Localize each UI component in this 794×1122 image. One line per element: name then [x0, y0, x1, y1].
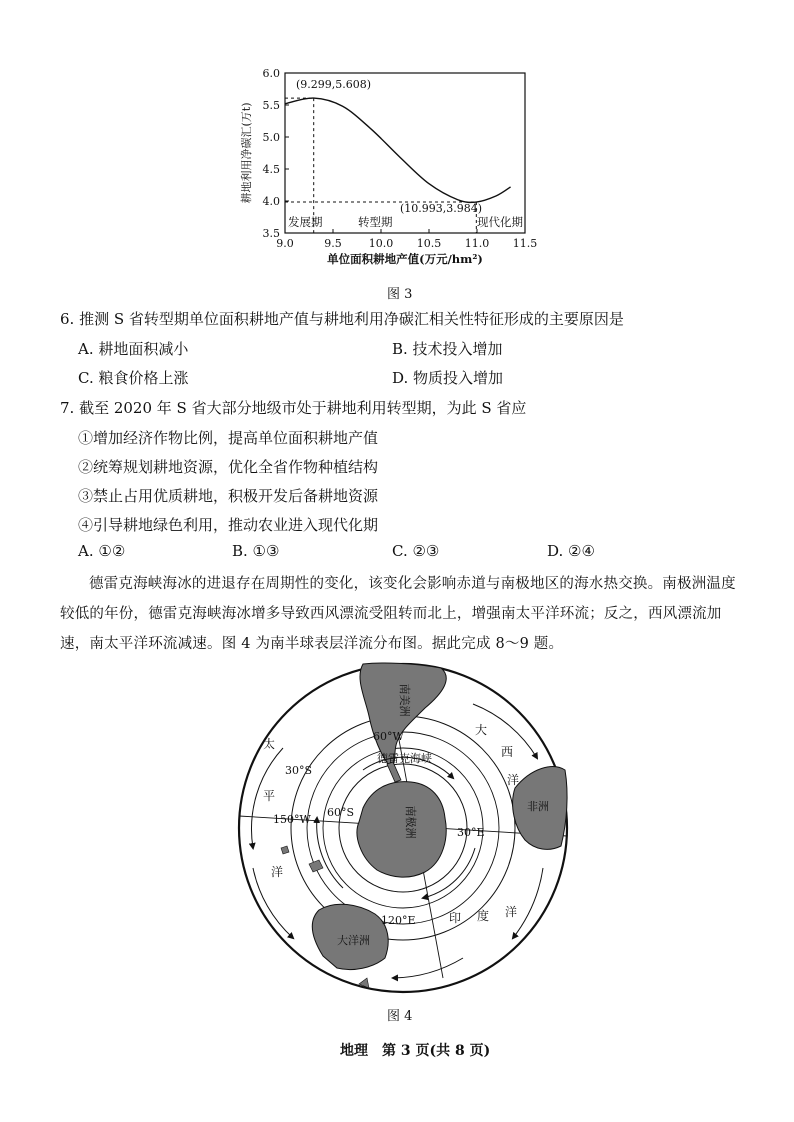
min-point-label: (10.993,3.984) [400, 202, 483, 215]
x-tick-label: 11.0 [464, 237, 490, 250]
phase-transition: 转型期 [358, 215, 393, 229]
x-axis [276, 229, 537, 250]
label-lon-120e: 120°E [381, 914, 416, 927]
label-pacific-1: 太 [263, 737, 276, 751]
label-lat-60s: 60°S [327, 806, 355, 819]
q6-option-d: D. 物质投入增加 [392, 369, 504, 387]
label-pacific-2: 平 [263, 789, 276, 803]
x-axis-label: 单位面积耕地产值(万元/hm²) [327, 252, 483, 266]
q7-item-1: ①增加经济作物比例，提高单位面积耕地产值 [78, 429, 379, 447]
q7-item-4: ④引导耕地绿色利用，推动农业进入现代化期 [78, 516, 379, 534]
label-atlantic-2: 西 [501, 745, 514, 759]
x-tick-label: 11.5 [512, 237, 538, 250]
island-shape [309, 860, 323, 872]
label-lat-30s: 30°S [285, 764, 313, 777]
q7-option-b: B. ①③ [232, 542, 280, 560]
label-antarctica: 南极洲 [404, 805, 417, 839]
y-tick-label: 5.5 [262, 99, 280, 112]
phase-development: 发展期 [288, 215, 323, 229]
q7-item-3: ③禁止占用优质耕地，积极开发后备耕地资源 [78, 487, 379, 505]
x-tick-label: 10.5 [416, 237, 442, 250]
label-south-america: 南美洲 [398, 683, 411, 717]
figure4-map [233, 660, 573, 998]
antarctica-shape [357, 782, 446, 877]
label-australia: 大洋洲 [337, 934, 370, 947]
carbon-sink-curve [285, 98, 511, 202]
label-atlantic-3: 洋 [507, 773, 520, 787]
y-tick-label: 5.0 [262, 131, 280, 144]
label-indian-2: 度 [477, 909, 490, 923]
figure3-chart [230, 55, 560, 270]
figure3-caption: 图 3 [387, 287, 413, 302]
label-lon-30e: 30°E [457, 826, 485, 839]
current-arrow [513, 868, 543, 938]
phase-modern: 现代化期 [477, 215, 523, 229]
q6-option-b: B. 技术投入增加 [392, 340, 503, 358]
passage-8-9: 德雷克海峡海冰的进退存在周期性的变化，该变化会影响赤道与南极地区的海水热交换。南极洲温度较低的年份，德雷克海峡海冰增多导致西风漂流受阻转而北上，增强南太平洋环流；反之，西风漂流加速，南太平洋环流减速。图 4 为南半球表层洋流分布图。据此完成 8～9 题。 [60, 576, 736, 652]
label-indian-1: 印 [449, 911, 462, 925]
q7-option-c: C. ②③ [392, 542, 440, 560]
page-footer: 地理 第 3 页(共 8 页) [340, 1043, 491, 1059]
label-lon-150w: 150°W [273, 813, 311, 826]
antarctic-peninsula-shape [387, 762, 401, 782]
q7-option-d: D. ②④ [547, 542, 595, 560]
q7-item-2: ②统筹规划耕地资源，优化全省作物种植结构 [78, 458, 379, 476]
y-axis-label: 耕地利用净碳汇(万t) [240, 102, 253, 204]
q7-stem: 7. 截至 2020 年 S 省大部分地级市处于耕地利用转型期，为此 S 省应 [60, 399, 527, 417]
y-tick-label: 3.5 [262, 227, 280, 240]
x-tick-label: 10.0 [368, 237, 394, 250]
y-tick-label: 6.0 [262, 67, 280, 80]
current-arrow [393, 958, 463, 978]
y-tick-label: 4.0 [262, 195, 280, 208]
island-shape [281, 846, 289, 854]
q6-option-c: C. 粮食价格上涨 [78, 369, 189, 387]
q6-option-a: A. 耕地面积减小 [78, 340, 189, 358]
max-point-label: (9.299,5.608) [296, 78, 372, 91]
label-indian-3: 洋 [505, 905, 518, 919]
figure4-caption: 图 4 [387, 1009, 413, 1024]
x-tick-label: 9.5 [324, 237, 342, 250]
label-lon-60w: 60°W [373, 730, 404, 743]
label-atlantic-1: 大 [475, 723, 488, 737]
q6-stem: 6. 推测 S 省转型期单位面积耕地产值与耕地利用净碳汇相关性特征形成的主要原因是 [60, 310, 624, 328]
label-drake-passage: 德雷克海峡 [377, 752, 432, 765]
label-pacific-3: 洋 [271, 865, 284, 879]
y-tick-label: 4.5 [262, 163, 280, 176]
x-tick-label: 9.0 [276, 237, 294, 250]
q7-option-a: A. ①② [78, 542, 126, 560]
label-africa: 非洲 [527, 800, 549, 813]
